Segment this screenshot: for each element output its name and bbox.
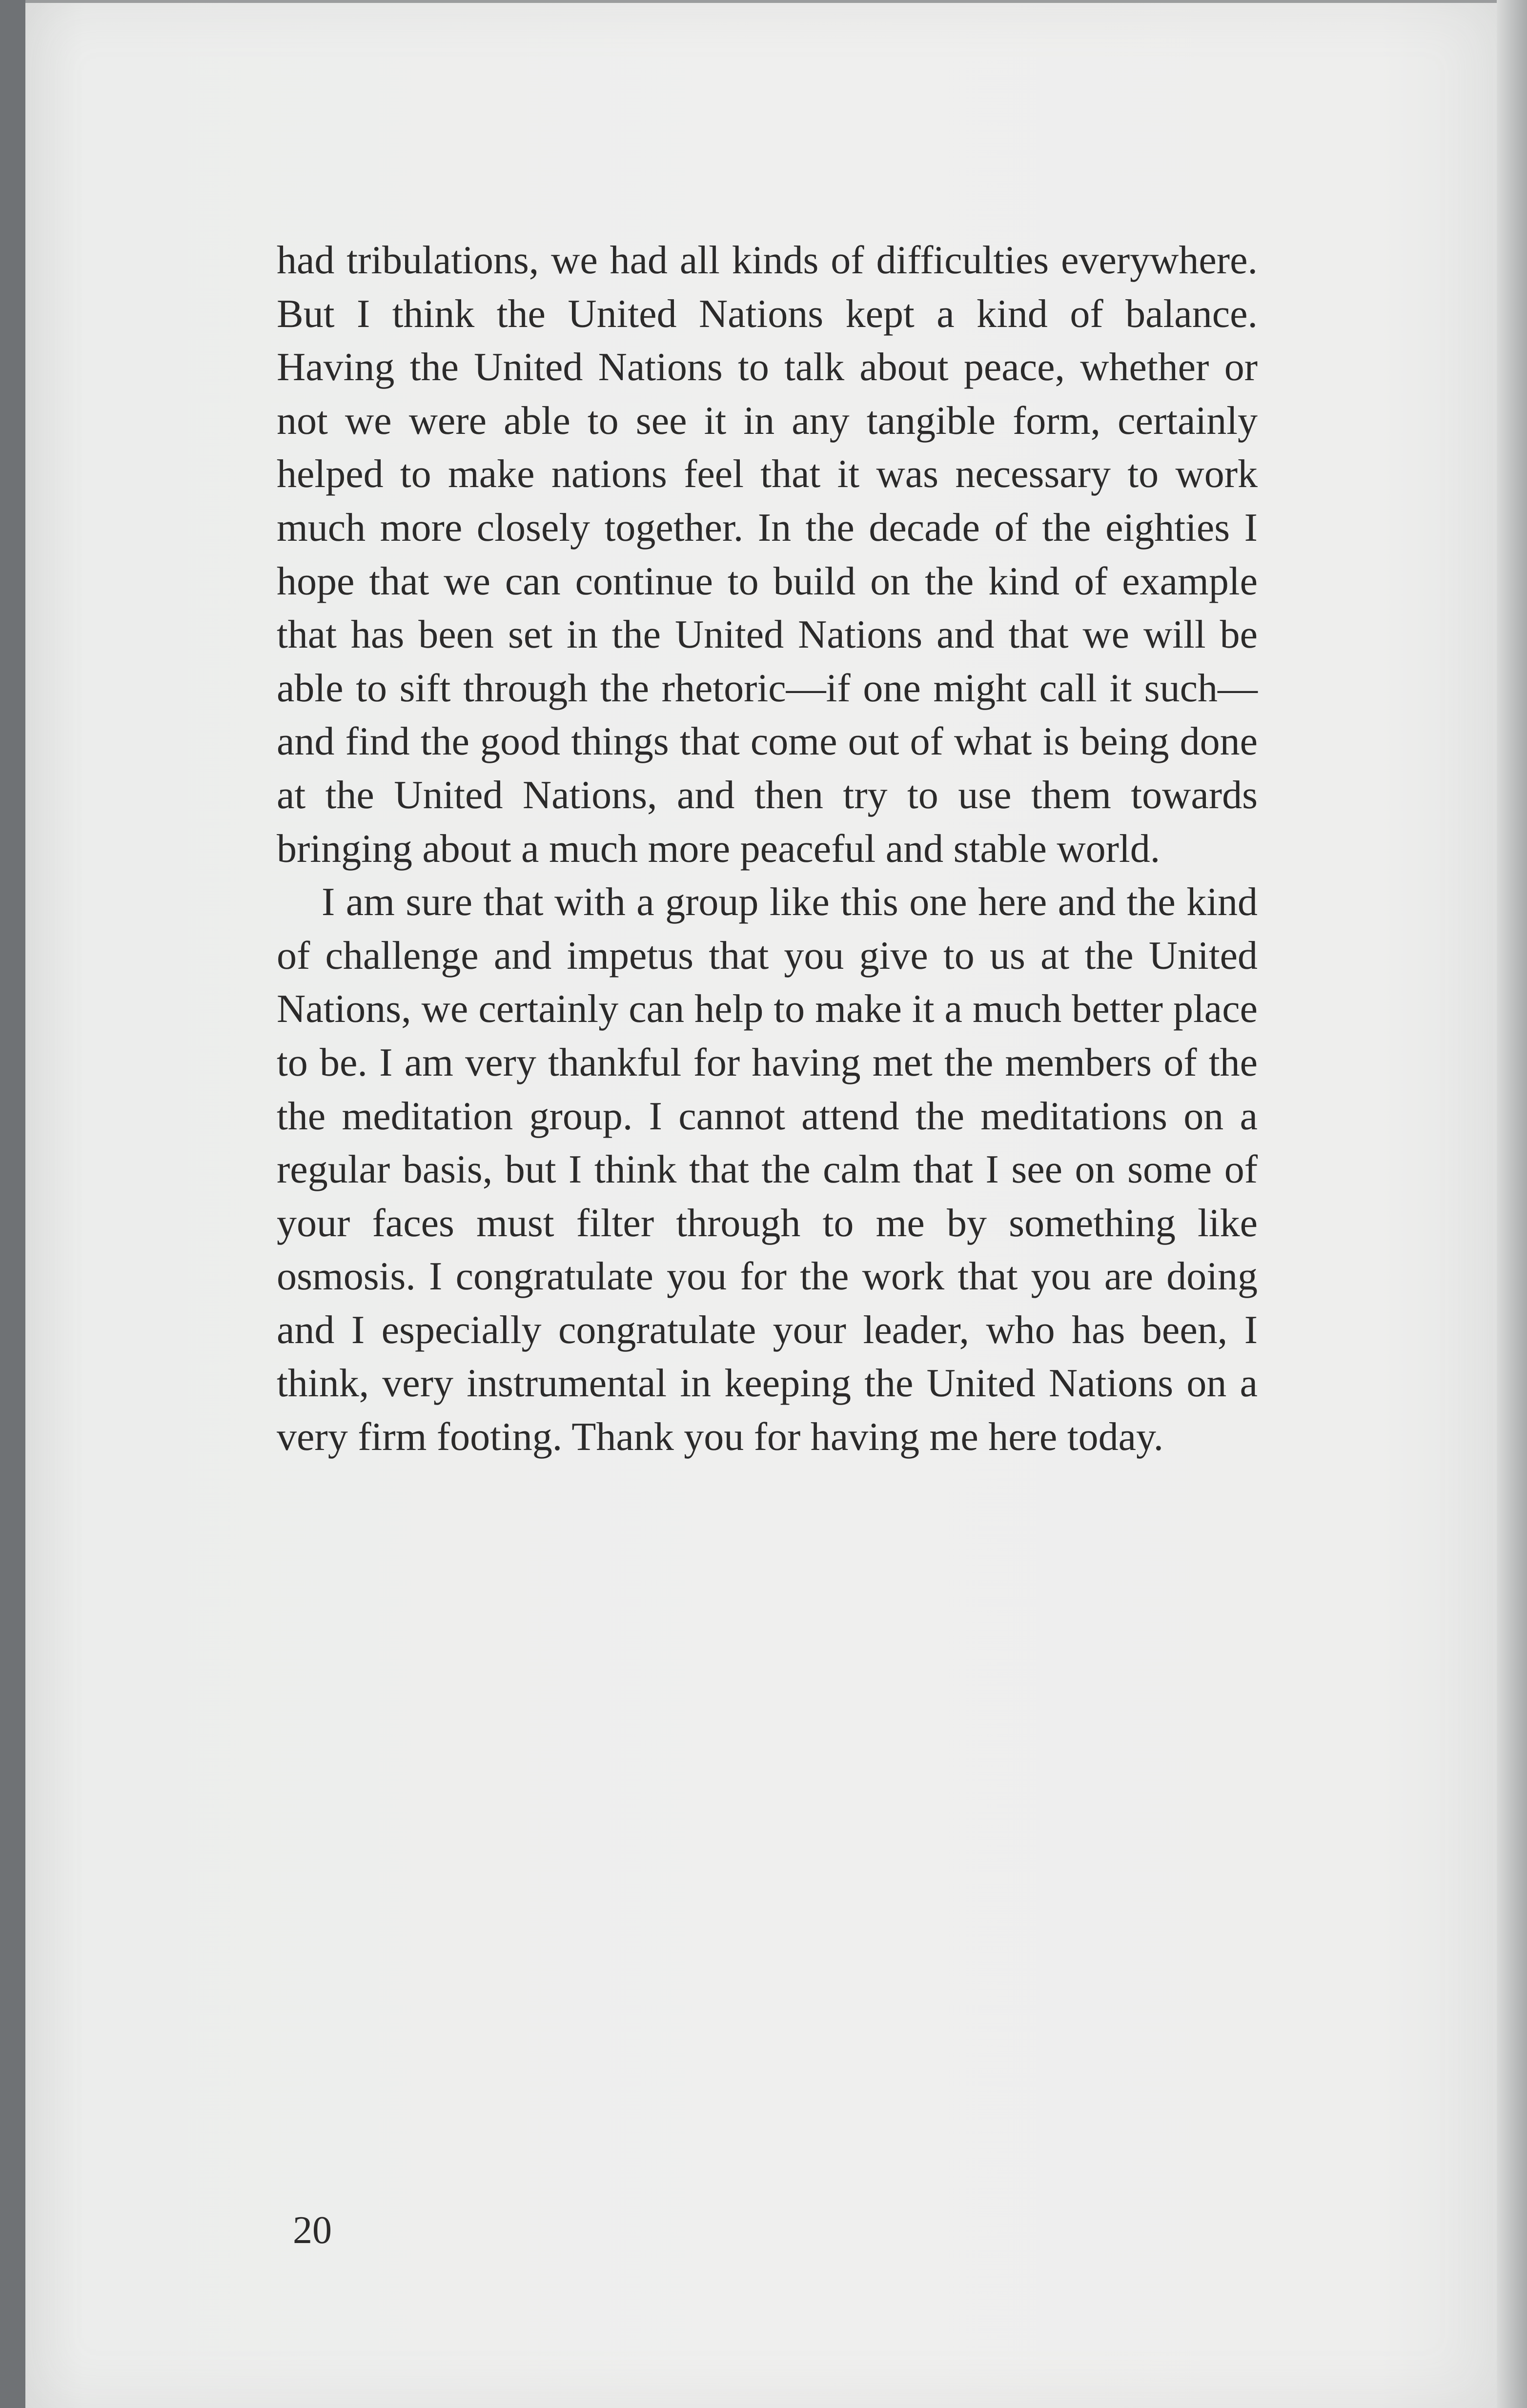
page-right-edge [1497, 0, 1527, 2408]
book-page [25, 0, 1497, 2408]
page-number: 20 [293, 2209, 332, 2252]
page-top-edge [25, 0, 1497, 3]
body-text [277, 233, 1258, 1464]
paragraph: I am sure that with a group like this one here and the kind of challenge and impetus that you give to us at the United Nations, we certainly can help to make it a much better place to be. I am very thankful for having met the members of the the meditation group. I cannot attend the meditations on a regular basis, but I think that the calm that I see on some of your faces must filter through to me by something like osmosis. I congratulate you for the work that you are doing and I especially congratulate your leader, who has been, I think, very instrumental in keeping the United Nations on a very firm footing. Thank you for having me here today. [277, 879, 1258, 1459]
paragraph: had tribulations, we had all kinds of difficulties everywhere. But I think the United Nations kept a kind of balance. Having the United Nations to talk about peace, whether or not we were able to see it in any tangible form, certainly helped to make nations feel that it was necessary to work much more closely together. In the decade of the eighties I hope that we can continue to build on the kind of example that has been set in the United Nations and that we will be able to sift through the rhetoric—if one might call it such—and find the good things that come out of what is being done at the United Nations, and then try to use them towards bringing about a much more peaceful and stable world. [277, 238, 1258, 871]
